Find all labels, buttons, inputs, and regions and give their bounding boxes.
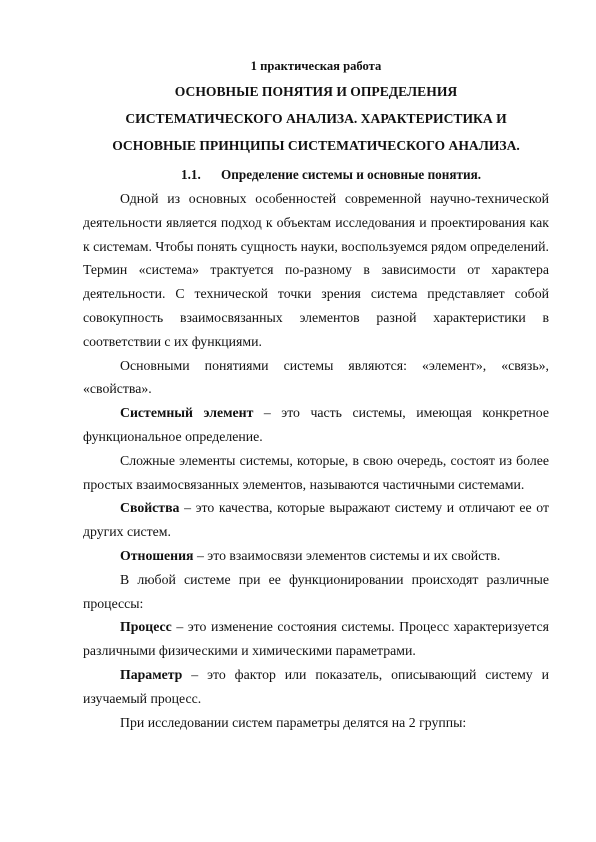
paragraph-intro: Одной из основных особенностей современной научно-технической деятельности является подход к объектам исследования и проектирования как к системам. Чтобы понять сущность науки, воспользуемся рядом определений. Термин «система» трактуется по-разному в зависимости от характера деятельности. С технической точки зрения система представляет собой совокупность взаимосвязанных элементов разной характеристики в соответствии с их функциями. xyxy=(83,191,549,349)
section-title: Определение системы и основные понятия. xyxy=(221,167,482,182)
paragraph-process xyxy=(83,615,549,663)
definition-system-element: – это часть системы, имеющая конкретное функциональное определение. xyxy=(83,405,550,444)
term-properties: Свойства xyxy=(120,500,180,516)
paragraph-processes-intro: В любой системе при ее функционировании происходят различные процессы: xyxy=(83,571,549,611)
definition-parameter: – это фактор или показатель, описывающий систему и изучаемый процесс. xyxy=(83,666,549,706)
definition-properties: – это качества, которые выражают систему и отличают ее от других систем. xyxy=(83,500,549,540)
section-number: 1.1. xyxy=(181,167,201,182)
paragraph-parameter-groups: При исследовании систем параметры делятся на 2 группы: xyxy=(120,714,467,730)
section-heading xyxy=(83,166,549,183)
heading-line-1: ОСНОВНЫЕ ПОНЯТИЯ И ОПРЕДЕЛЕНИЯ xyxy=(174,84,458,99)
heading-line-3: ОСНОВНЫЕ ПРИНЦИПЫ СИСТЕМАТИЧЕСКОГО АНАЛИЗА. xyxy=(112,138,520,153)
term-relations: Отношения xyxy=(120,547,194,563)
definition-process: – это изменение состояния системы. Процесс характеризуется различными физическими и химическими параметрами. xyxy=(83,619,549,659)
paragraph-system-element xyxy=(83,401,549,449)
heading-line-2: СИСТЕМАТИЧЕСКОГО АНАЛИЗА. ХАРАКТЕРИСТИКА И xyxy=(125,111,507,126)
definition-relations: – это взаимосвязи элементов системы и их свойств. xyxy=(193,547,501,563)
paragraph-complex-elements: Сложные элементы системы, которые, в свою очередь, состоят из более простых взаимосвязанных элементов, называются частичными системами. xyxy=(83,452,549,492)
term-process: Процесс xyxy=(120,619,172,635)
term-system-element: Системный элемент xyxy=(120,405,254,421)
paragraph-properties xyxy=(83,496,549,544)
page-content xyxy=(83,58,549,734)
paragraph-parameter xyxy=(83,663,549,711)
paragraph-relations xyxy=(83,544,549,568)
paragraph-basic-concepts: Основными понятиями системы являются: «элемент», «связь», «свойства». xyxy=(83,357,549,397)
term-parameter: Параметр xyxy=(120,666,183,682)
work-title: 1 практическая работа xyxy=(250,59,382,73)
